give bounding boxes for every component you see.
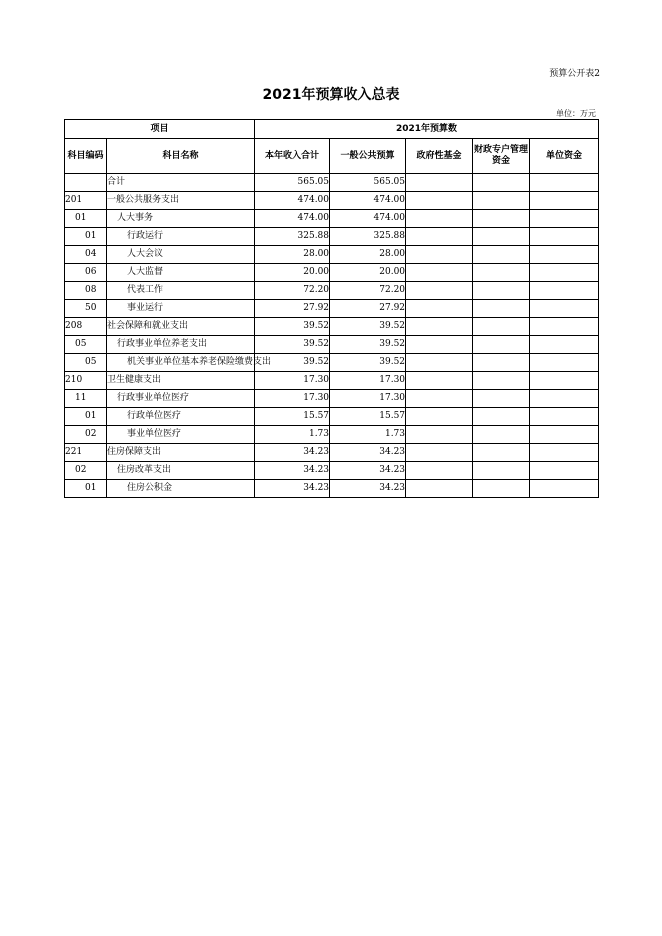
cell-general-budget: 15.57 <box>330 408 406 426</box>
cell-unit-funds <box>530 480 599 498</box>
cell-name: 事业运行 <box>107 300 255 318</box>
cell-government-fund <box>406 174 473 192</box>
cell-government-fund <box>406 210 473 228</box>
cell-code: 01 <box>65 480 107 498</box>
table-row <box>65 228 599 246</box>
cell-code: 11 <box>65 390 107 408</box>
cell-total: 17.30 <box>255 390 330 408</box>
cell-general-budget: 72.20 <box>330 282 406 300</box>
cell-special-account <box>473 390 530 408</box>
cell-government-fund <box>406 444 473 462</box>
cell-total: 39.52 <box>255 318 330 336</box>
cell-unit-funds <box>530 390 599 408</box>
cell-unit-funds <box>530 246 599 264</box>
cell-special-account <box>473 264 530 282</box>
cell-total: 39.52 <box>255 336 330 354</box>
cell-general-budget: 34.23 <box>330 444 406 462</box>
table-row <box>65 426 599 444</box>
table-row <box>65 408 599 426</box>
cell-unit-funds <box>530 408 599 426</box>
cell-general-budget: 20.00 <box>330 264 406 282</box>
cell-general-budget: 28.00 <box>330 246 406 264</box>
cell-name: 人大监督 <box>107 264 255 282</box>
cell-name: 住房保障支出 <box>107 444 255 462</box>
cell-name: 行政单位医疗 <box>107 408 255 426</box>
table-body <box>65 174 599 498</box>
cell-special-account <box>473 246 530 264</box>
cell-code: 05 <box>65 354 107 372</box>
table-row <box>65 462 599 480</box>
cell-general-budget: 565.05 <box>330 174 406 192</box>
cell-special-account <box>473 408 530 426</box>
header-total: 本年收入合计 <box>255 139 330 174</box>
cell-name: 机关事业单位基本养老保险缴费支出 <box>107 354 255 372</box>
cell-government-fund <box>406 192 473 210</box>
header-government-fund: 政府性基金 <box>406 139 473 174</box>
cell-code: 208 <box>65 318 107 336</box>
cell-total: 565.05 <box>255 174 330 192</box>
cell-code <box>65 174 107 192</box>
cell-total: 39.52 <box>255 354 330 372</box>
header-item-group: 项目 <box>65 120 255 139</box>
cell-special-account <box>473 480 530 498</box>
cell-code: 01 <box>65 210 107 228</box>
cell-special-account <box>473 210 530 228</box>
cell-name: 行政事业单位医疗 <box>107 390 255 408</box>
table-row <box>65 246 599 264</box>
cell-total: 34.23 <box>255 462 330 480</box>
cell-total: 34.23 <box>255 444 330 462</box>
cell-name: 行政事业单位养老支出 <box>107 336 255 354</box>
unit-label: 单位：万元 <box>556 109 596 118</box>
cell-government-fund <box>406 246 473 264</box>
cell-special-account <box>473 372 530 390</box>
cell-government-fund <box>406 264 473 282</box>
cell-total: 325.88 <box>255 228 330 246</box>
budget-income-table <box>64 119 599 498</box>
cell-name: 住房改革支出 <box>107 462 255 480</box>
cell-general-budget: 17.30 <box>330 372 406 390</box>
table-row <box>65 318 599 336</box>
table-row <box>65 354 599 372</box>
cell-unit-funds <box>530 192 599 210</box>
cell-unit-funds <box>530 372 599 390</box>
cell-total: 474.00 <box>255 192 330 210</box>
cell-total: 1.73 <box>255 426 330 444</box>
header-unit-funds: 单位资金 <box>530 139 599 174</box>
cell-unit-funds <box>530 354 599 372</box>
cell-unit-funds <box>530 462 599 480</box>
cell-unit-funds <box>530 318 599 336</box>
cell-general-budget: 39.52 <box>330 318 406 336</box>
cell-total: 474.00 <box>255 210 330 228</box>
cell-government-fund <box>406 228 473 246</box>
cell-special-account <box>473 228 530 246</box>
cell-unit-funds <box>530 282 599 300</box>
cell-government-fund <box>406 282 473 300</box>
cell-name: 卫生健康支出 <box>107 372 255 390</box>
cell-unit-funds <box>530 210 599 228</box>
table-row <box>65 372 599 390</box>
cell-code: 01 <box>65 408 107 426</box>
cell-name: 事业单位医疗 <box>107 426 255 444</box>
cell-special-account <box>473 174 530 192</box>
cell-name: 代表工作 <box>107 282 255 300</box>
cell-code: 50 <box>65 300 107 318</box>
cell-general-budget: 325.88 <box>330 228 406 246</box>
cell-special-account <box>473 300 530 318</box>
cell-government-fund <box>406 300 473 318</box>
cell-code: 04 <box>65 246 107 264</box>
cell-code: 05 <box>65 336 107 354</box>
cell-total: 15.57 <box>255 408 330 426</box>
cell-government-fund <box>406 336 473 354</box>
cell-unit-funds <box>530 444 599 462</box>
cell-general-budget: 17.30 <box>330 390 406 408</box>
cell-general-budget: 27.92 <box>330 300 406 318</box>
cell-unit-funds <box>530 426 599 444</box>
table-row <box>65 336 599 354</box>
cell-unit-funds <box>530 336 599 354</box>
cell-special-account <box>473 354 530 372</box>
cell-government-fund <box>406 354 473 372</box>
header-name: 科目名称 <box>107 139 255 174</box>
cell-government-fund <box>406 318 473 336</box>
cell-code: 221 <box>65 444 107 462</box>
cell-special-account <box>473 336 530 354</box>
table-row <box>65 282 599 300</box>
cell-total: 17.30 <box>255 372 330 390</box>
cell-code: 02 <box>65 462 107 480</box>
cell-total: 28.00 <box>255 246 330 264</box>
header-code: 科目编码 <box>65 139 107 174</box>
header-budget-group: 2021年预算数 <box>255 120 599 139</box>
cell-government-fund <box>406 372 473 390</box>
cell-general-budget: 474.00 <box>330 192 406 210</box>
cell-code: 06 <box>65 264 107 282</box>
cell-name: 人大会议 <box>107 246 255 264</box>
cell-general-budget: 39.52 <box>330 336 406 354</box>
cell-name: 社会保障和就业支出 <box>107 318 255 336</box>
cell-total: 27.92 <box>255 300 330 318</box>
cell-general-budget: 34.23 <box>330 462 406 480</box>
table-row <box>65 300 599 318</box>
cell-special-account <box>473 282 530 300</box>
cell-name: 一般公共服务支出 <box>107 192 255 210</box>
cell-special-account <box>473 462 530 480</box>
cell-special-account <box>473 444 530 462</box>
cell-name: 行政运行 <box>107 228 255 246</box>
table-row <box>65 264 599 282</box>
cell-name: 人大事务 <box>107 210 255 228</box>
table-row <box>65 192 599 210</box>
cell-unit-funds <box>530 264 599 282</box>
cell-special-account <box>473 318 530 336</box>
cell-government-fund <box>406 390 473 408</box>
cell-total: 20.00 <box>255 264 330 282</box>
header-special-account: 财政专户管理资金 <box>473 139 530 174</box>
cell-special-account <box>473 426 530 444</box>
cell-government-fund <box>406 426 473 444</box>
cell-unit-funds <box>530 300 599 318</box>
cell-special-account <box>473 192 530 210</box>
cell-general-budget: 34.23 <box>330 480 406 498</box>
table-row <box>65 390 599 408</box>
page-title: 2021年预算收入总表 <box>262 87 400 103</box>
cell-government-fund <box>406 408 473 426</box>
document-number-label: 预算公开表2 <box>549 69 600 79</box>
cell-government-fund <box>406 462 473 480</box>
cell-general-budget: 39.52 <box>330 354 406 372</box>
cell-general-budget: 474.00 <box>330 210 406 228</box>
cell-code: 210 <box>65 372 107 390</box>
cell-total: 72.20 <box>255 282 330 300</box>
cell-name: 住房公积金 <box>107 480 255 498</box>
cell-code: 08 <box>65 282 107 300</box>
cell-general-budget: 1.73 <box>330 426 406 444</box>
table-row <box>65 480 599 498</box>
table-row <box>65 174 599 192</box>
cell-unit-funds <box>530 228 599 246</box>
cell-unit-funds <box>530 174 599 192</box>
cell-name: 合计 <box>107 174 255 192</box>
table-row <box>65 444 599 462</box>
cell-government-fund <box>406 480 473 498</box>
cell-code: 02 <box>65 426 107 444</box>
cell-total: 34.23 <box>255 480 330 498</box>
cell-code: 201 <box>65 192 107 210</box>
header-general-budget: 一般公共预算 <box>330 139 406 174</box>
table-row <box>65 210 599 228</box>
cell-code: 01 <box>65 228 107 246</box>
